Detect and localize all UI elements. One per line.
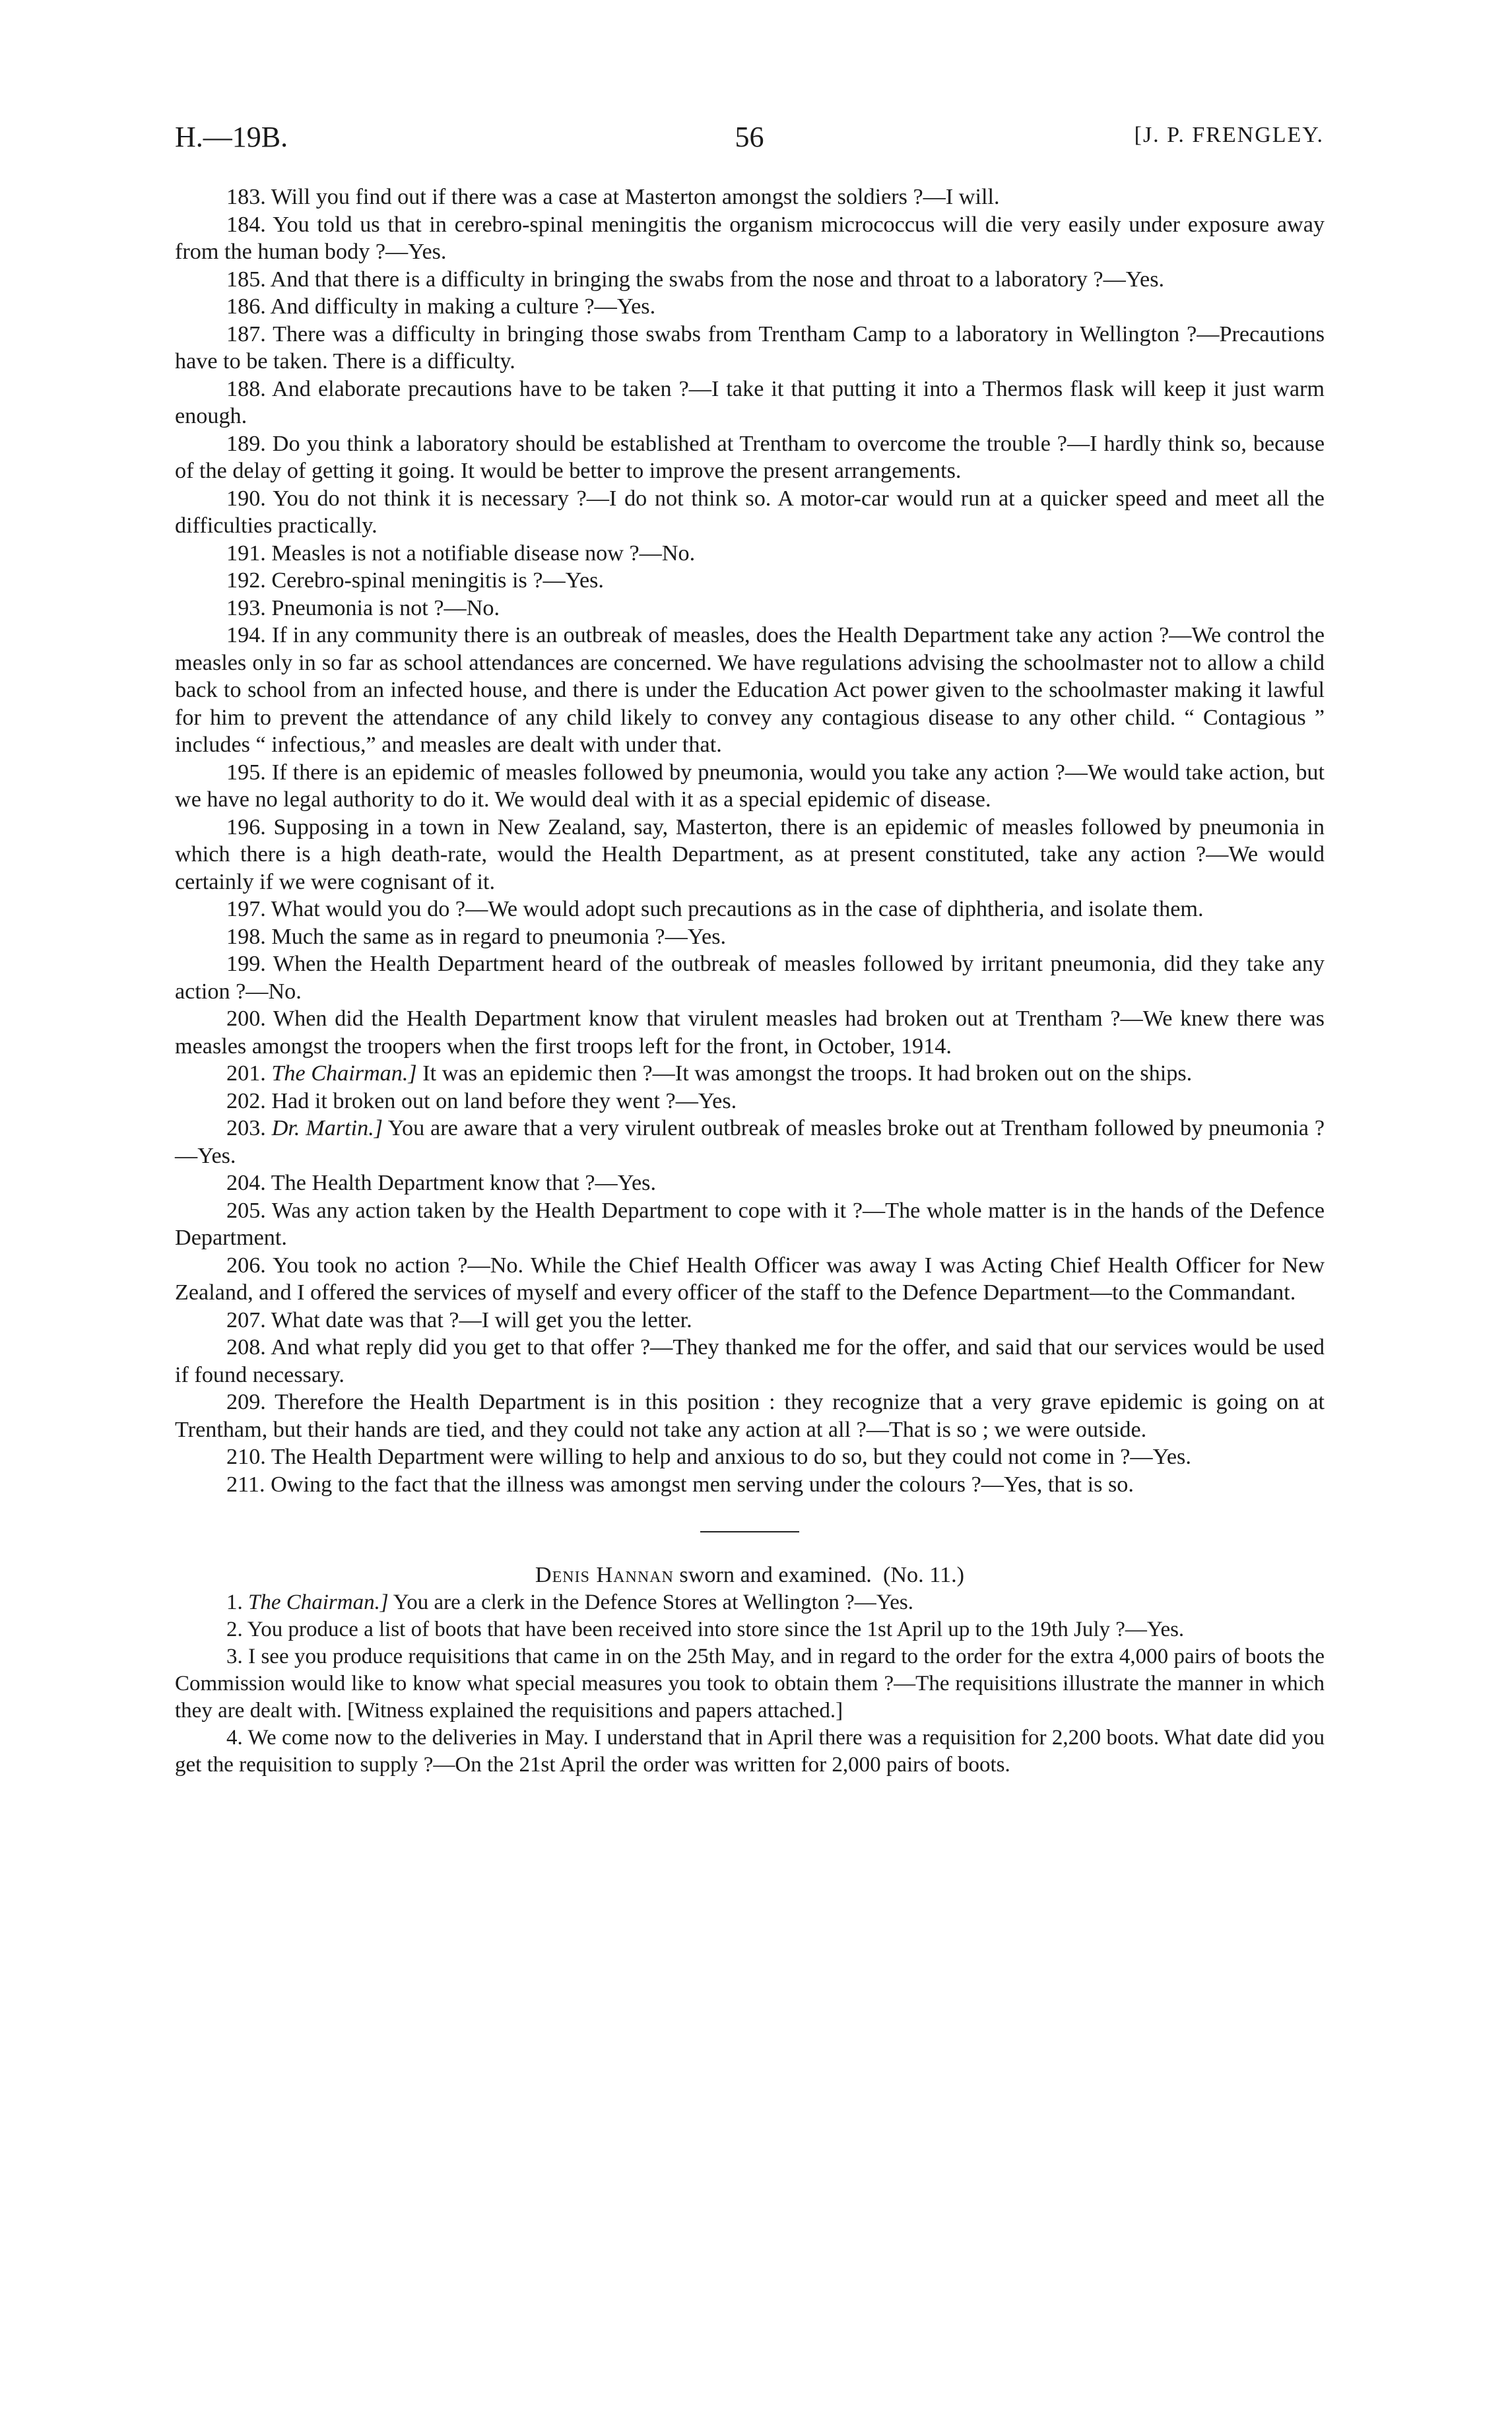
paragraph-number: 207. (226, 1307, 266, 1332)
page-header (175, 120, 1324, 160)
paragraph (175, 1616, 1325, 1643)
paragraph (175, 1589, 1325, 1616)
paragraph-number: 3. (226, 1644, 243, 1668)
paragraph-text: Do you think a laboratory should be established at Trentham to overcome the trouble ?—I hardly think so, because of the delay of getting it going. It would be better to improve the present arrangements. (175, 431, 1325, 483)
paragraph-text: Had it broken out on land before they went ?—Yes. (271, 1088, 737, 1113)
paragraph-number: 186. (226, 294, 266, 319)
paragraph-number: 189. (226, 431, 266, 456)
paragraph-text: There was a difficulty in bringing those swabs from Trentham Camp to a laboratory in Wellington ?—Precautions have to be taken. There is a difficulty. (175, 321, 1325, 374)
paragraph (175, 1197, 1325, 1252)
paragraph-number: 199. (226, 952, 266, 976)
paragraph (175, 1643, 1325, 1725)
paragraph-text: You do not think it is necessary ?—I do not think so. A motor-car would run at a quicker speed and meet all the difficulties practically. (175, 486, 1325, 538)
paragraph-text: When the Health Department heard of the outbreak of measles followed by irritant pneumonia, did they take any action ?—No. (175, 952, 1325, 1004)
paragraph-number: 191. (226, 541, 266, 566)
paragraph (175, 1060, 1325, 1088)
speaker: The Chairman.] (271, 1061, 417, 1086)
paragraph-number: 184. (226, 212, 266, 237)
header-witness-name: [J. P. FRENGLEY. (1134, 123, 1324, 147)
section-divider (700, 1531, 799, 1532)
paragraph-number: 2. (226, 1617, 243, 1641)
paragraph-text: What date was that ?—I will get you the letter. (271, 1307, 692, 1332)
paragraph-number: 196. (226, 814, 266, 839)
paragraph (175, 376, 1325, 430)
paragraph (175, 1169, 1325, 1197)
paragraph-text: Owing to the fact that the illness was amongst men serving under the colours ?—Yes, that is so. (271, 1472, 1134, 1497)
paragraph-text: Supposing in a town in New Zealand, say, Masterton, there is an epidemic of measles followed by pneumonia in which there is a high death-rate, would the Health Department, as at present constituted, take any action ?—We would certainly if we were cognisant of it. (175, 814, 1325, 894)
body-text (175, 183, 1325, 1779)
paragraph-number: 190. (226, 486, 266, 511)
paragraph-number: 209. (226, 1390, 266, 1414)
paragraph-number: 210. (226, 1445, 266, 1469)
paragraph-number: 211. (226, 1472, 265, 1497)
paragraph (175, 321, 1325, 376)
paragraph-number: 183. (226, 185, 266, 209)
witness-name: Denis Hannan (535, 1563, 674, 1587)
paragraph-text: You took no action ?—No. While the Chief Health Officer was away I was Acting Chief Health Officer for New Zealand, and I offered the services of myself and every officer of the staff to the Defence Department—to the Commandant. (175, 1253, 1325, 1305)
paragraph-text: Pneumonia is not ?—No. (271, 595, 500, 620)
paragraph-number: 208. (226, 1335, 266, 1360)
paragraph (175, 567, 1325, 595)
testimony-section-1 (175, 183, 1325, 1498)
speaker: The Chairman.] (248, 1590, 389, 1614)
paragraph (175, 211, 1325, 266)
paragraph (175, 814, 1325, 896)
paragraph-number: 193. (226, 595, 266, 620)
paragraph-text: When did the Health Department know that virulent measles had broken out at Trentham ?—We knew there was measles amongst the troopers when the first troops left for the front, in October, 1914. (175, 1006, 1325, 1059)
paragraph (175, 1252, 1325, 1307)
paragraph (175, 1725, 1325, 1779)
paragraph (175, 266, 1325, 294)
paragraph-text: And difficulty in making a culture ?—Yes. (270, 294, 656, 319)
paragraph-text: What would you do ?—We would adopt such precautions as in the case of diphtheria, and isolate them. (271, 897, 1204, 921)
paragraph-text: It was an epidemic then ?—It was amongst the troops. It had broken out on the ships. (422, 1061, 1193, 1086)
paragraph-number: 4. (226, 1725, 243, 1750)
testimony-section-2 (175, 1589, 1325, 1779)
paragraph-text: And elaborate precautions have to be taken ?—I take it that putting it into a Thermos flask will keep it just warm enough. (175, 376, 1325, 428)
paragraph-text: The Health Department know that ?—Yes. (271, 1171, 657, 1195)
paragraph-number: 204. (226, 1171, 266, 1195)
paragraph (175, 950, 1325, 1005)
paragraph (175, 1471, 1325, 1499)
paragraph-text: And what reply did you get to that offer ?—They thanked me for the offer, and said that our services would be used if found necessary. (175, 1335, 1325, 1387)
paragraph-number: 200. (226, 1006, 266, 1031)
paragraph-text: You produce a list of boots that have been received into store since the 1st April up to the 19th July ?—Yes. (247, 1617, 1185, 1641)
paragraph (175, 595, 1325, 622)
paragraph (175, 430, 1325, 485)
paragraph-text: You told us that in cerebro-spinal meningitis the organism micrococcus will die very easily under exposure away from the human body ?—Yes. (175, 212, 1325, 264)
paragraph-text: Therefore the Health Department is in this position : they recognize that a very grave epidemic is going on at Trentham, but their hands are tied, and they could not take any action at all ?—That is so ; we were outside. (175, 1390, 1325, 1442)
paragraph-number: 188. (226, 376, 266, 401)
paragraph-number: 195. (226, 760, 266, 785)
page-number: 56 (735, 121, 764, 153)
paragraph (175, 1005, 1325, 1060)
paragraph-text: Will you find out if there was a case at Masterton amongst the soldiers ?—I will. (271, 185, 1000, 209)
paragraph-text: I see you produce requisitions that came in on the 25th May, and in regard to the order for the extra 4,000 pairs of boots the Commission would like to know what special measures you took to obtain them ?—The requisitions illustrate the manner in which they are dealt with. [Witness explained the requisitions and papers attached.] (175, 1644, 1325, 1723)
speaker: Dr. Martin.] (271, 1116, 383, 1140)
section-title-text: sworn and examined. (679, 1563, 872, 1587)
paragraph-number: 203. (226, 1116, 266, 1140)
paragraph-text: Much the same as in regard to pneumonia ?—Yes. (271, 924, 727, 949)
paragraph-text: We come now to the deliveries in May. I understand that in April there was a requisition for 2,200 boots. What date did you get the requisition to supply ?—On the 21st April the order was written for 2,000 pairs of boots. (175, 1725, 1325, 1777)
section-title (175, 1561, 1325, 1589)
paragraph (175, 1115, 1325, 1169)
paragraph-number: 197. (226, 897, 266, 921)
paragraph-number: 194. (226, 623, 266, 647)
paragraph-number: 1. (226, 1590, 243, 1614)
paragraph-number: 198. (226, 924, 266, 949)
paragraph-text: And that there is a difficulty in bringing the swabs from the nose and throat to a laboratory ?—Yes. (270, 267, 1165, 292)
paragraph (175, 759, 1325, 814)
paragraph-number: 205. (226, 1198, 266, 1223)
paragraph (175, 622, 1325, 759)
paragraph-number: 201. (226, 1061, 266, 1086)
paragraph-text: Was any action taken by the Health Department to cope with it ?—The whole matter is in the hands of the Defence Department. (175, 1198, 1325, 1250)
paragraph-text: The Health Department were willing to help and anxious to do so, but they could not come in ?—Yes. (271, 1445, 1191, 1469)
paragraph (175, 896, 1325, 923)
paragraph-text: Cerebro-spinal meningitis is ?—Yes. (271, 568, 604, 593)
paragraph-number: 202. (226, 1088, 266, 1113)
paragraph (175, 1334, 1325, 1389)
paragraph-text: You are aware that a very virulent outbreak of measles broke out at Trentham followed by pneumonia ?—Yes. (175, 1116, 1325, 1168)
paragraph (175, 1389, 1325, 1443)
paragraph-number: 192. (226, 568, 266, 593)
paragraph (175, 1443, 1325, 1471)
paragraph (175, 293, 1325, 321)
paragraph-text: You are a clerk in the Defence Stores at Wellington ?—Yes. (393, 1590, 913, 1614)
paragraph-number: 185. (226, 267, 266, 292)
paragraph (175, 923, 1325, 951)
paragraph-number: 206. (226, 1253, 266, 1278)
header-paper-reference: H.—19B. (175, 121, 288, 153)
paragraph (175, 1088, 1325, 1115)
paragraph-text: If there is an epidemic of measles followed by pneumonia, would you take any action ?—We would take action, but we have no legal authority to do it. We would deal with it as a special epidemic of disease. (175, 760, 1325, 812)
paragraph-text: If in any community there is an outbreak of measles, does the Health Department take any action ?—We control the measles only in so far as school attendances are concerned. We have regulations advising the schoolmaster not to allow a child back to school from an infected house, and there is under the Education Act power given to the schoolmaster making it lawful for him to prevent the attendance of any child likely to convey any contagious disease to any other child. “ Contagious ” includes “ infectious,” and measles are dealt with under that. (175, 623, 1325, 757)
paragraph-number: 187. (226, 321, 266, 346)
paragraph (175, 485, 1325, 540)
paragraph (175, 1307, 1325, 1334)
paragraph (175, 540, 1325, 568)
witness-number: (No. 11.) (882, 1563, 965, 1587)
paragraph-text: Measles is not a notifiable disease now ?—No. (271, 541, 696, 566)
paragraph (175, 183, 1325, 211)
